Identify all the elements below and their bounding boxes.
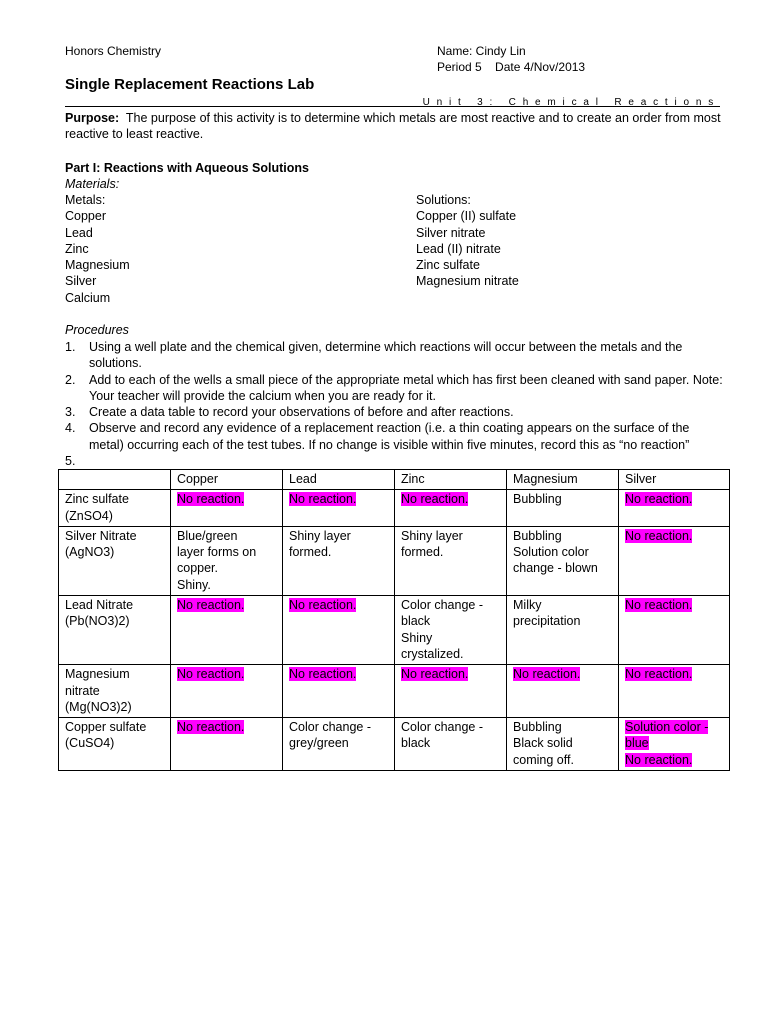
- highlighted-observation: No reaction.: [289, 492, 357, 507]
- observation-text: Shiny layer: [401, 528, 463, 543]
- cell-line-wrap: [401, 646, 500, 662]
- table-cell: [395, 718, 507, 771]
- cell-line-wrap: [513, 597, 612, 613]
- cell-line-wrap: [289, 544, 388, 560]
- table-row: [59, 526, 730, 595]
- step-text: Add to each of the wells a small piece of the appropriate metal which has first been cleaned with sand paper. Note: Your teacher will provide the calcium when you are ready for it.: [89, 372, 723, 403]
- observation-text: Color change -: [401, 720, 483, 735]
- table-cell: [619, 718, 730, 771]
- observation-text: Blue/green: [177, 528, 238, 543]
- cell-line-wrap: [177, 491, 276, 507]
- observation-text: Bubbling: [513, 528, 562, 543]
- row-label-line: nitrate: [65, 683, 100, 698]
- cell-line-wrap: [289, 491, 388, 507]
- unit-label: Unit 3: Chemical Reactions: [422, 97, 720, 108]
- row-label: [59, 526, 171, 595]
- table-cell: [395, 665, 507, 718]
- header-cell-empty: [59, 470, 171, 490]
- highlighted-observation: blue: [625, 736, 649, 751]
- cell-line-wrap: [401, 528, 500, 544]
- observation-text: layer forms on: [177, 545, 257, 560]
- observation-text: Color change -: [289, 720, 371, 735]
- table-cell: [283, 718, 395, 771]
- cell-line-wrap: [625, 491, 723, 507]
- highlighted-observation: No reaction.: [177, 598, 245, 613]
- cell-line-wrap: [513, 752, 612, 768]
- header-cell-copper: Copper: [171, 470, 283, 490]
- cell-line-wrap: [401, 630, 500, 646]
- procedure-step: [65, 420, 727, 453]
- highlighted-observation: No reaction.: [289, 667, 357, 682]
- step-text: Observe and record any evidence of a replacement reaction (i.e. a thin coating appears on the surface of the metal) occurring each of the test tubes. If no change is visible within five minutes, record this as “no reaction”: [89, 421, 690, 452]
- row-label-line: Magnesium: [65, 667, 130, 682]
- highlighted-observation: No reaction.: [625, 492, 693, 507]
- row-label: [59, 665, 171, 718]
- cell-line-wrap: [513, 528, 612, 544]
- cell-line-wrap: [401, 735, 500, 751]
- table-cell: [507, 490, 619, 527]
- observation-text: Shiny layer: [289, 528, 351, 543]
- metal-item: Lead: [65, 225, 93, 240]
- cell-line-wrap: [289, 735, 388, 751]
- cell-line-wrap: [177, 666, 276, 682]
- observation-text: Bubbling: [513, 492, 562, 507]
- observation-text: Milky: [513, 598, 542, 613]
- procedure-step: [65, 339, 727, 372]
- header-cell-magnesium: Magnesium: [507, 470, 619, 490]
- observation-text: Color change -: [401, 598, 483, 613]
- step-number: 1.: [65, 340, 76, 354]
- solution-item: Silver nitrate: [416, 225, 486, 240]
- step-number: 4.: [65, 421, 76, 436]
- highlighted-observation: No reaction.: [625, 752, 693, 767]
- row-label: [59, 490, 171, 527]
- row-label-line: (Pb(NO3)2): [65, 614, 130, 629]
- table-cell: [507, 665, 619, 718]
- observation-text: Black solid: [513, 736, 573, 751]
- page-title: Single Replacement Reactions Lab: [65, 76, 315, 93]
- header-divider: [65, 106, 720, 107]
- row-label-line: Lead Nitrate: [65, 598, 134, 613]
- cell-line-wrap: [177, 544, 276, 560]
- observation-text: black: [401, 614, 431, 629]
- row-label-line: (ZnSO4): [65, 508, 113, 523]
- procedures-list: [65, 339, 727, 469]
- table-cell: [171, 665, 283, 718]
- table-row: [59, 665, 730, 718]
- cell-line-wrap: [401, 491, 500, 507]
- metal-item: Silver: [65, 274, 97, 289]
- table-cell: [395, 490, 507, 527]
- row-label: [59, 718, 171, 771]
- table-cell: [283, 596, 395, 665]
- table-cell: [619, 490, 730, 527]
- table-cell: [619, 596, 730, 665]
- table-cell: [171, 596, 283, 665]
- row-label-line: (CuSO4): [65, 736, 115, 751]
- solutions-heading: Solutions:: [416, 193, 471, 207]
- header-cell-lead: Lead: [283, 470, 395, 490]
- solution-item: Lead (II) nitrate: [416, 241, 501, 256]
- cell-line-wrap: [401, 544, 500, 560]
- procedures-label: Procedures: [65, 323, 129, 337]
- purpose-text: The purpose of this activity is to determine which metals are most reactive and to create an order from most reactive to least reactive.: [65, 111, 725, 142]
- header-cell-silver: Silver: [619, 470, 730, 490]
- row-label-line: Zinc sulfate: [65, 492, 129, 507]
- observation-text: Shiny.: [177, 577, 211, 592]
- table-cell: [619, 665, 730, 718]
- row-label-line: Copper sulfate: [65, 720, 147, 735]
- cell-line-wrap: [177, 577, 276, 593]
- cell-line-wrap: [625, 528, 723, 544]
- solution-item: Magnesium nitrate: [416, 274, 519, 289]
- observation-text: formed.: [401, 545, 444, 560]
- cell-line-wrap: [625, 719, 723, 735]
- table-cell: [619, 526, 730, 595]
- observation-text: change - blown: [513, 561, 598, 576]
- metal-item: Copper: [65, 209, 106, 224]
- observation-text: grey/green: [289, 736, 349, 751]
- cell-line-wrap: [513, 735, 612, 751]
- cell-line-wrap: [513, 666, 612, 682]
- observation-text: Bubbling: [513, 720, 562, 735]
- procedure-step: [65, 404, 727, 420]
- row-label-line: Silver Nitrate: [65, 528, 137, 543]
- cell-line-wrap: [401, 613, 500, 629]
- table-cell: [283, 490, 395, 527]
- table-cell: [171, 718, 283, 771]
- table-cell: [507, 596, 619, 665]
- header-cell-zinc: Zinc: [395, 470, 507, 490]
- metals-list: [65, 192, 130, 306]
- cell-line-wrap: [513, 613, 612, 629]
- metals-heading: Metals:: [65, 193, 106, 207]
- metal-item: Zinc: [65, 241, 89, 256]
- row-label-line: (AgNO3): [65, 545, 115, 560]
- metal-item: Calcium: [65, 290, 111, 305]
- table-cell: [507, 526, 619, 595]
- highlighted-observation: No reaction.: [177, 667, 245, 682]
- table-cell: [171, 490, 283, 527]
- table-row: [59, 596, 730, 665]
- table-cell: [395, 526, 507, 595]
- observation-text: precipitation: [513, 614, 581, 629]
- observation-text: copper.: [177, 561, 219, 576]
- cell-line-wrap: [289, 719, 388, 735]
- observation-text: crystalized.: [401, 646, 464, 661]
- highlighted-observation: No reaction.: [177, 720, 245, 735]
- cell-line-wrap: [401, 597, 500, 613]
- cell-line-wrap: [401, 666, 500, 682]
- table-cell: [283, 526, 395, 595]
- cell-line-wrap: [177, 528, 276, 544]
- cell-line-wrap: [625, 752, 723, 768]
- table-cell: [171, 526, 283, 595]
- solution-item: Zinc sulfate: [416, 258, 480, 273]
- cell-line-wrap: [625, 735, 723, 751]
- cell-line-wrap: [625, 666, 723, 682]
- purpose-label: Purpose:: [65, 111, 120, 125]
- cell-line-wrap: [289, 528, 388, 544]
- highlighted-observation: No reaction.: [177, 492, 245, 507]
- table-cell: [283, 665, 395, 718]
- observation-text: Shiny: [401, 630, 433, 645]
- observation-text: formed.: [289, 545, 332, 560]
- cell-line-wrap: [625, 597, 723, 613]
- row-label-line: (Mg(NO3)2): [65, 699, 132, 714]
- highlighted-observation: No reaction.: [625, 598, 693, 613]
- observation-text: black: [401, 736, 431, 751]
- cell-line-wrap: [177, 560, 276, 576]
- cell-line-wrap: [177, 597, 276, 613]
- observation-text: coming off.: [513, 752, 574, 767]
- cell-line-wrap: [289, 597, 388, 613]
- step-number: 2.: [65, 372, 76, 387]
- highlighted-observation: No reaction.: [513, 667, 581, 682]
- table-row: [59, 490, 730, 527]
- cell-line-wrap: [513, 491, 612, 507]
- materials-label: Materials:: [65, 177, 120, 191]
- table-row: [59, 718, 730, 771]
- student-name: Name: Cindy Lin: [437, 44, 526, 58]
- metal-item: Magnesium: [65, 258, 130, 273]
- highlighted-observation: No reaction.: [401, 667, 469, 682]
- cell-line-wrap: [289, 666, 388, 682]
- table-cell: [507, 718, 619, 771]
- row-label: [59, 596, 171, 665]
- solutions-list: [416, 192, 519, 290]
- highlighted-observation: No reaction.: [401, 492, 469, 507]
- course-name: Honors Chemistry: [65, 44, 162, 58]
- step-text: Using a well plate and the chemical given, determine which reactions will occur between the metals and the solutions.: [89, 340, 683, 371]
- cell-line-wrap: [401, 719, 500, 735]
- purpose-paragraph: [65, 110, 725, 143]
- cell-line-wrap: [513, 544, 612, 560]
- part1-heading: Part I: Reactions with Aqueous Solutions: [65, 161, 310, 175]
- cell-line-wrap: [177, 719, 276, 735]
- step-number: 3.: [65, 405, 76, 420]
- step-text: Create a data table to record your observations of before and after reactions.: [89, 405, 514, 420]
- table-header-row: [59, 470, 730, 490]
- highlighted-observation: No reaction.: [625, 667, 693, 682]
- table-cell: [395, 596, 507, 665]
- period-date: Period 5 Date 4/Nov/2013: [437, 60, 586, 74]
- solution-item: Copper (II) sulfate: [416, 209, 517, 224]
- observation-text: Solution color: [513, 545, 589, 560]
- step-number: 5.: [65, 454, 76, 469]
- results-table: [58, 469, 730, 771]
- procedure-step: [65, 453, 727, 469]
- cell-line-wrap: [513, 560, 612, 576]
- highlighted-observation: No reaction.: [289, 598, 357, 613]
- procedure-step: [65, 372, 727, 405]
- highlighted-observation: No reaction.: [625, 528, 693, 543]
- highlighted-observation: Solution color -: [625, 720, 709, 735]
- cell-line-wrap: [513, 719, 612, 735]
